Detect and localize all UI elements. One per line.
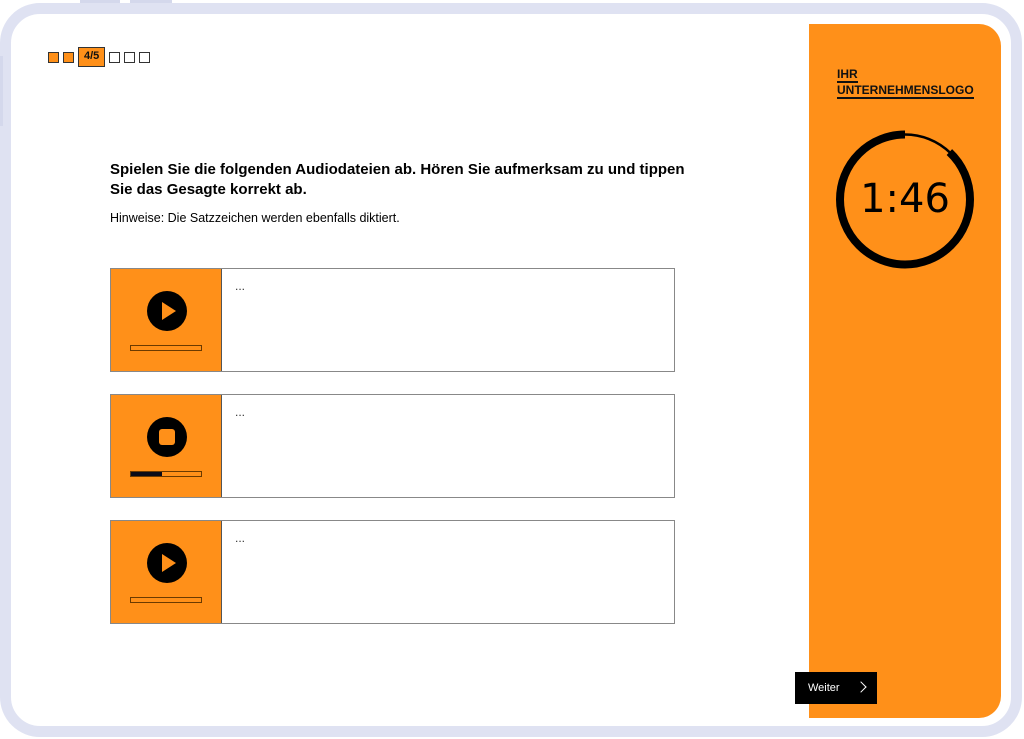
transcription-input[interactable] bbox=[222, 269, 674, 371]
audio-progress-bar[interactable] bbox=[130, 471, 202, 477]
audio-progress-bar[interactable] bbox=[130, 345, 202, 351]
audio-player bbox=[111, 269, 222, 371]
question-title: Spielen Sie die folgenden Audiodateien ab. Hören Sie aufmerksam zu und tippen Sie das Gesagte korrekt ab. bbox=[110, 161, 685, 198]
audio-item bbox=[110, 520, 675, 624]
step-pending bbox=[139, 52, 150, 63]
step-done bbox=[63, 52, 74, 63]
next-label: Weiter bbox=[808, 682, 840, 694]
stop-button[interactable] bbox=[147, 417, 187, 457]
audio-player bbox=[111, 395, 222, 497]
timer-value: 1:46 bbox=[860, 176, 950, 222]
chevron-right-icon bbox=[855, 681, 866, 692]
step-pending bbox=[109, 52, 120, 63]
frame-side-button bbox=[0, 56, 3, 126]
step-pending bbox=[124, 52, 135, 63]
next-button[interactable] bbox=[795, 672, 877, 704]
sidebar-panel bbox=[809, 24, 1001, 718]
stop-icon bbox=[159, 429, 175, 445]
transcription-input[interactable] bbox=[222, 395, 674, 497]
company-logo: IHR UNTERNEHMENSLOGO bbox=[837, 67, 974, 97]
step-progress bbox=[48, 47, 150, 67]
audio-progress-fill bbox=[131, 472, 162, 476]
play-button[interactable] bbox=[147, 543, 187, 583]
transcription-input[interactable] bbox=[222, 521, 674, 623]
audio-progress-bar[interactable] bbox=[130, 597, 202, 603]
step-current: 4/5 bbox=[78, 47, 105, 67]
audio-item bbox=[110, 394, 675, 498]
question-hint: Hinweise: Die Satzzeichen werden ebenfalls diktiert. bbox=[110, 211, 400, 225]
play-button[interactable] bbox=[147, 291, 187, 331]
play-icon bbox=[162, 302, 176, 320]
step-done bbox=[48, 52, 59, 63]
play-icon bbox=[162, 554, 176, 572]
audio-item bbox=[110, 268, 675, 372]
countdown-timer bbox=[835, 127, 975, 272]
audio-player bbox=[111, 521, 222, 623]
